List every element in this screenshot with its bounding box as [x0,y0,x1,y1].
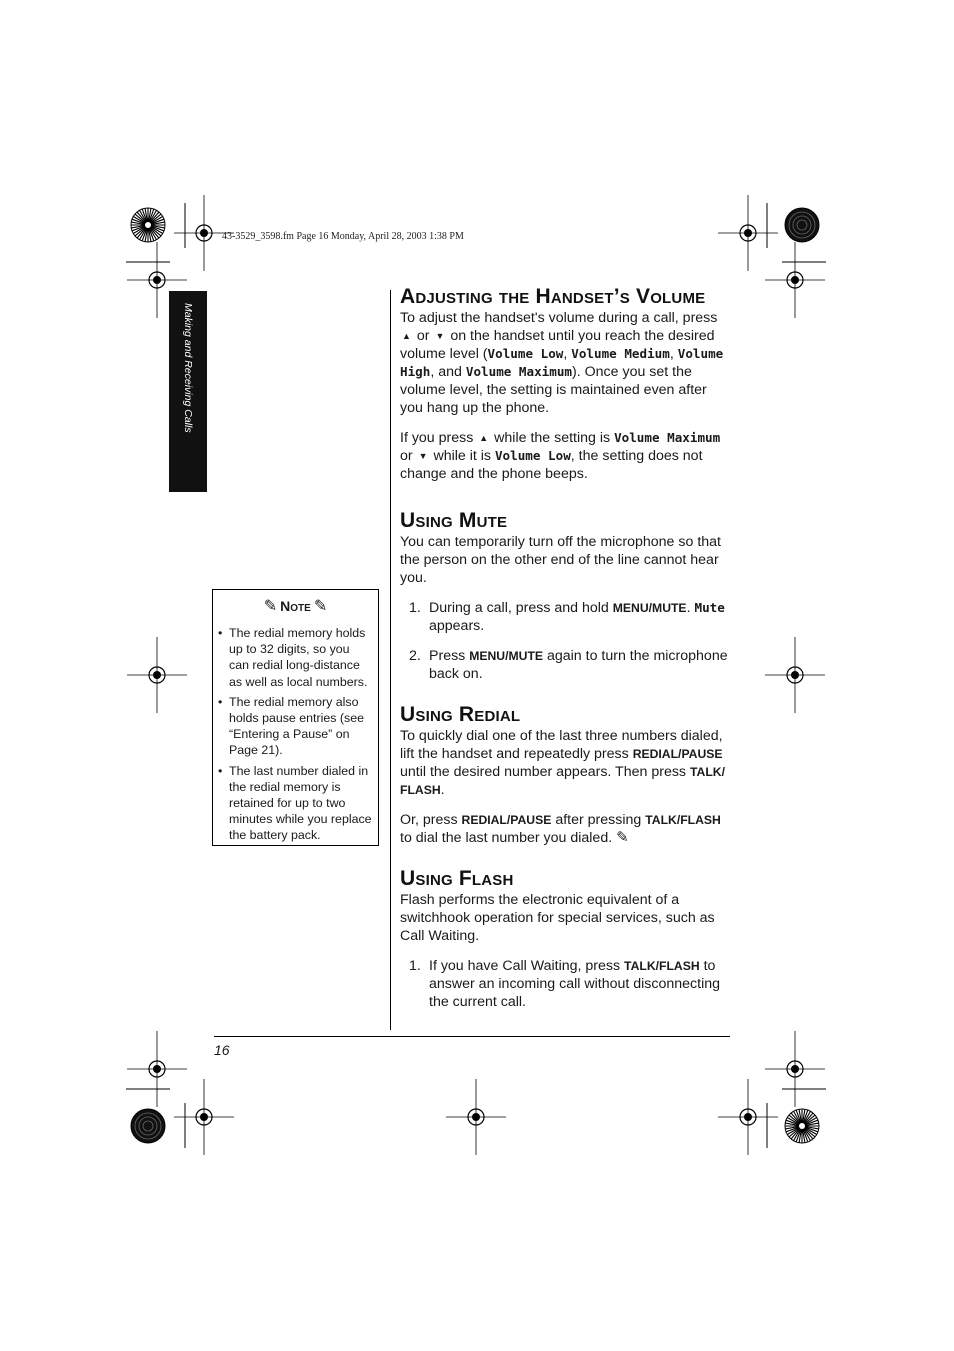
pencil-icon: ✎ [263,598,278,615]
key-talk-flash: TALK/FLASH [624,959,700,973]
flash-step-1: 1. If you have Call Waiting, press TALK/FLASH to answer an incoming call without disconnecting the current call. [409,958,721,1010]
registration-target-icon [153,671,161,679]
note-title [213,596,378,617]
registration-target-icon [744,229,752,237]
display-volume-high: Volume High [400,346,724,379]
key-talk-flash: TALK/ FLASH [400,765,725,797]
heading-using-flash: Using Flash [400,867,514,890]
file-info-header: 43-3529_3598.fm Page 16 Monday, April 28, 2003 1:38 PM [222,231,464,242]
key-menu-mute: MENU/MUTE [469,649,544,663]
down-arrow-icon: ▼ [418,451,428,461]
display-mute: Mute [694,600,725,615]
registration-target-icon [791,1065,799,1073]
registration-disc-icon [785,208,819,242]
key-redial-pause: REDIAL/PAUSE [461,813,552,827]
volume-paragraph-1: To adjust the handset's volume during a call, press ▲ or ▼ on the handset until you reach the desired volume level (Volume Low, Volume Medium, Volume High, and Volume Maximum). Once you set the volume level, the setting is maintained even after you hang up the phone. [400,310,724,416]
registration-target-icon [153,1065,161,1073]
registration-target-icon [200,1113,208,1121]
registration-disc-icon [131,1109,165,1143]
display-volume-low: Volume Low [494,448,571,463]
flash-intro: Flash performs the electronic equivalent of a switchhook operation for special services, such as Call Waiting. [400,892,715,944]
down-arrow-icon: ▼ [435,331,445,341]
pencil-icon: ✎ [616,829,629,846]
display-volume-medium: Volume Medium [571,346,670,361]
note-list [213,625,378,844]
registration-target-icon [153,276,161,284]
flash-steps [400,957,730,1011]
registration-target-icon [472,1113,480,1121]
registration-target-icon [791,671,799,679]
starburst-mark-icon [145,222,151,228]
key-talk-flash: TALK/FLASH [645,813,721,827]
mute-step-2: 2. Press MENU/MUTE again to turn the microphone back on. [409,648,728,682]
heading-using-mute: Using Mute [400,509,508,532]
note-item: • The last number dialed in the redial memory is retained for up to two minutes while you replace the battery pack. [229,763,372,844]
mute-intro: You can temporarily turn off the microphone so that the person on the other end of the line cannot hear you. [400,534,721,586]
section-side-tab [169,291,207,492]
heading-adjusting-volume: Adjusting the Handset’s Volume [400,285,706,308]
up-arrow-icon: ▲ [479,433,489,443]
registration-target-icon [200,229,208,237]
registration-target-icon [744,1113,752,1121]
display-volume-low: Volume Low [487,346,564,361]
note-item: • The redial memory also holds pause entries (see “Entering a Pause” on Page 21). [229,694,372,759]
starburst-mark-icon [799,1123,805,1129]
note-item: • The redial memory holds up to 32 digits, so you can redial long-distance as well as local numbers. [229,625,372,690]
side-tab-label: Making and Receiving Calls [182,303,194,433]
mute-step-1: 1. During a call, press and hold MENU/MUTE. Mute appears. [409,600,725,634]
page-number: 16 [214,1042,230,1058]
volume-paragraph-2: If you press ▲ while the setting is Volume Maximum or ▼ while it is Volume Low, the setting does not change and the phone beeps. [400,430,721,482]
redial-paragraph-1: To quickly dial one of the last three numbers dialed, lift the handset and repeatedly press REDIAL/PAUSE until the desired number appears. Then press TALK/ FLASH. [400,728,725,798]
column-divider [390,290,391,1030]
heading-using-redial: Using Redial [400,703,521,726]
note-title-text: Note [280,598,311,614]
footer-rule [214,1036,730,1037]
redial-paragraph-2: Or, press REDIAL/PAUSE after pressing TALK/FLASH to dial the last number you dialed. ✎ [400,812,721,846]
key-redial-pause: REDIAL/PAUSE [632,747,723,761]
display-volume-maximum: Volume Maximum [465,364,573,379]
note-box [212,589,379,846]
display-volume-maximum: Volume Maximum [614,430,721,445]
mute-steps [400,599,730,683]
key-menu-mute: MENU/MUTE [612,601,687,615]
main-column [400,285,730,1011]
registration-target-icon [791,276,799,284]
pencil-icon: ✎ [313,598,328,615]
up-arrow-icon: ▲ [402,331,411,341]
